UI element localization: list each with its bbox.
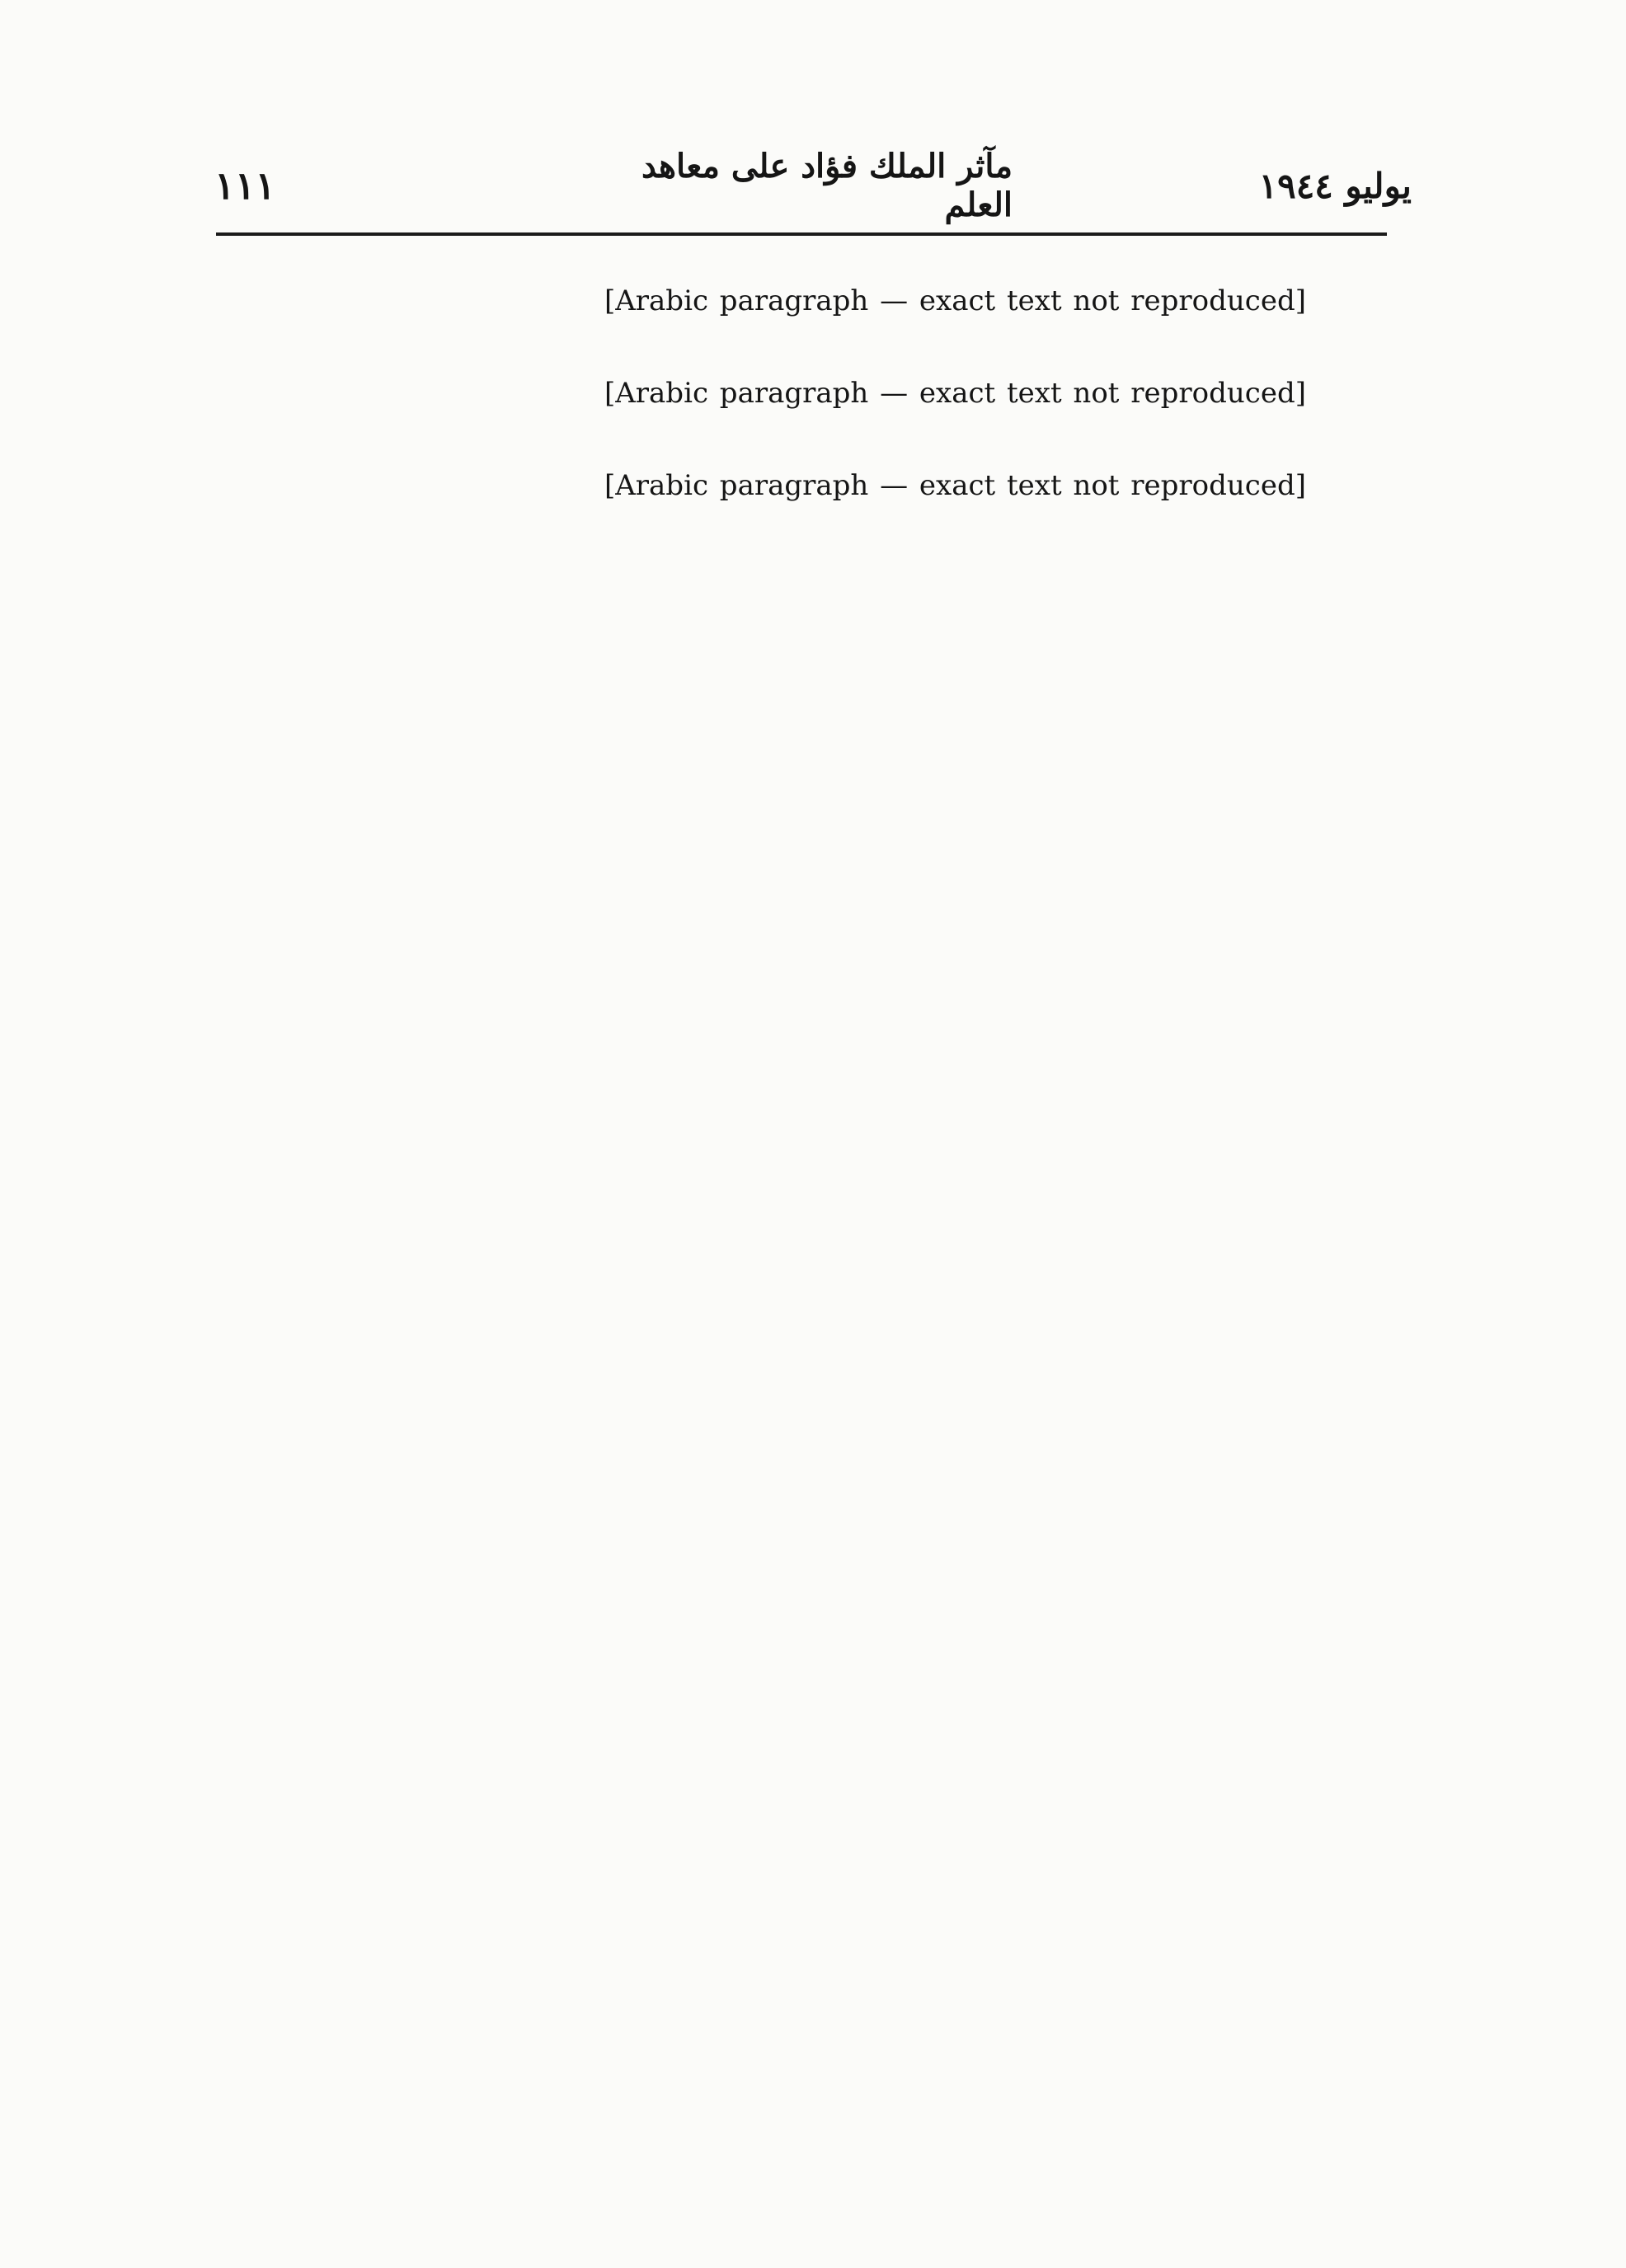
page-number: ١١١	[214, 163, 276, 208]
article-title: مآثر الملك فؤاد على معاهد العلم	[641, 147, 1013, 224]
header-rule	[216, 232, 1387, 236]
paragraph: [Arabic paragraph — exact text not reproduced]	[604, 377, 1306, 410]
running-header	[214, 132, 1412, 239]
paragraph: [Arabic paragraph — exact text not reproduced]	[604, 469, 1306, 502]
article-body	[214, 264, 1385, 2094]
issue-date: يوليو ١٩٤٤	[1258, 165, 1412, 206]
paragraph: [Arabic paragraph — exact text not reproduced]	[604, 284, 1306, 317]
